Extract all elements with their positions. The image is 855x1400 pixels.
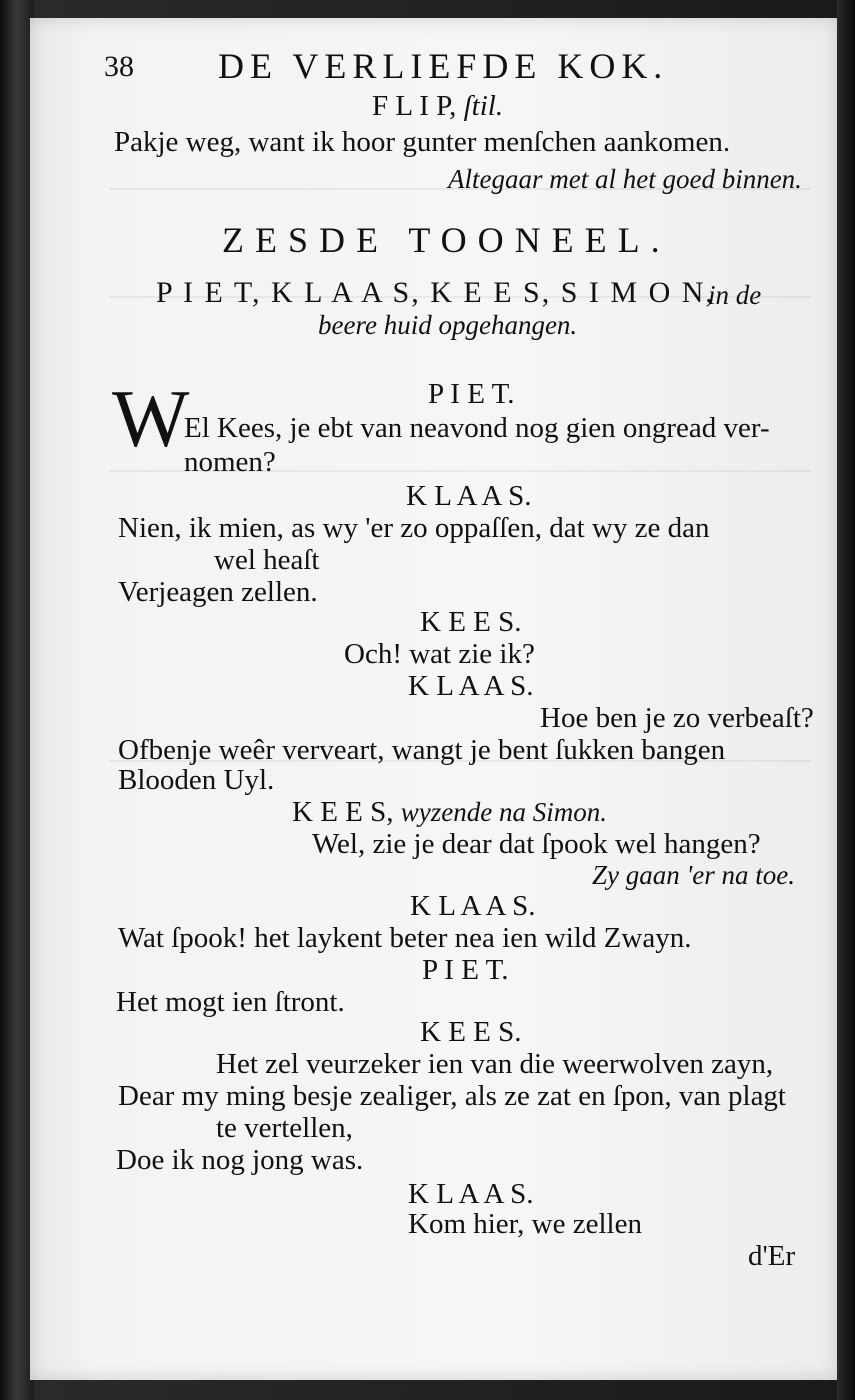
- dialogue-line: wel heaſt: [214, 544, 320, 576]
- stage-direction: ſtil.: [463, 90, 504, 122]
- dialogue-line: te vertellen,: [216, 1112, 353, 1144]
- speaker-kees: K E E S.: [420, 1016, 522, 1048]
- speaker-kees: [292, 798, 607, 827]
- speaker-klaas: K L A A S.: [406, 480, 532, 512]
- speaker-klaas: K L A A S.: [408, 1178, 534, 1210]
- dialogue-line: El Kees, je ebt van neavond nog gien ongread ver-: [184, 412, 770, 444]
- dialogue-line: Kom hier, we zellen: [408, 1208, 642, 1240]
- catchword: d'Er: [748, 1240, 796, 1272]
- speaker-flip: [372, 92, 503, 121]
- speaker-piet: P I E T.: [428, 378, 515, 410]
- dialogue-line: Verjeagen zellen.: [118, 576, 318, 608]
- cast-direction: in de: [708, 280, 762, 310]
- speaker-klaas: K L A A S.: [408, 670, 534, 702]
- speaker-kees: K E E S.: [420, 606, 522, 638]
- speaker-name: F L I P,: [372, 90, 457, 122]
- scene-cast: P I E T, K L A A S, K E E S, S I M O N,: [156, 276, 715, 309]
- page-number: 38: [104, 50, 134, 83]
- dialogue-line: Wat ſpook! het laykent beter nea ien wild Zwayn.: [118, 922, 692, 954]
- drop-cap: W: [112, 373, 190, 464]
- speaker-piet: P I E T.: [422, 954, 509, 986]
- dialogue-line: Het zel veurzeker ien van die weerwolven zayn,: [216, 1048, 774, 1080]
- dialogue-line: Dear my ming besje zealiger, als ze zat en ſpon, van plagt: [118, 1080, 786, 1112]
- dialogue-line: Wel, zie je dear dat ſpook wel hangen?: [312, 828, 761, 860]
- speaker-name: K E E S,: [292, 796, 394, 828]
- page-edge: [837, 0, 855, 1400]
- dialogue-line: Doe ik nog jong was.: [116, 1144, 364, 1176]
- stage-direction: wyzende na Simon.: [400, 797, 607, 827]
- stage-direction: Zy gaan 'er na toe.: [592, 860, 796, 890]
- dialogue-line: Blooden Uyl.: [118, 764, 275, 796]
- running-title: DE VERLIEFDE KOK.: [218, 46, 669, 86]
- dialogue-line: Het mogt ien ſtront.: [116, 986, 345, 1018]
- dialogue-line: nomen?: [184, 446, 276, 478]
- scene-title: ZESDE TOONEEL.: [222, 220, 671, 260]
- speaker-klaas: K L A A S.: [410, 890, 536, 922]
- stage-direction-exit: Altegaar met al het goed binnen.: [448, 164, 802, 194]
- dialogue-line: Pakje weg, want ik hoor gunter menſchen aankomen.: [114, 126, 731, 158]
- book-spine: [0, 0, 34, 1400]
- dialogue-line: Nien, ik mien, as wy 'er zo oppaſſen, dat wy ze dan: [118, 512, 710, 544]
- cast-direction-continued: beere huid opgehangen.: [318, 310, 578, 340]
- dialogue-line: Och! wat zie ik?: [344, 638, 535, 670]
- dialogue-line: Hoe ben je zo verbeaſt?: [540, 702, 814, 734]
- dialogue-line: Ofbenje weêr verveart, wangt je bent ſukken bangen: [118, 734, 726, 766]
